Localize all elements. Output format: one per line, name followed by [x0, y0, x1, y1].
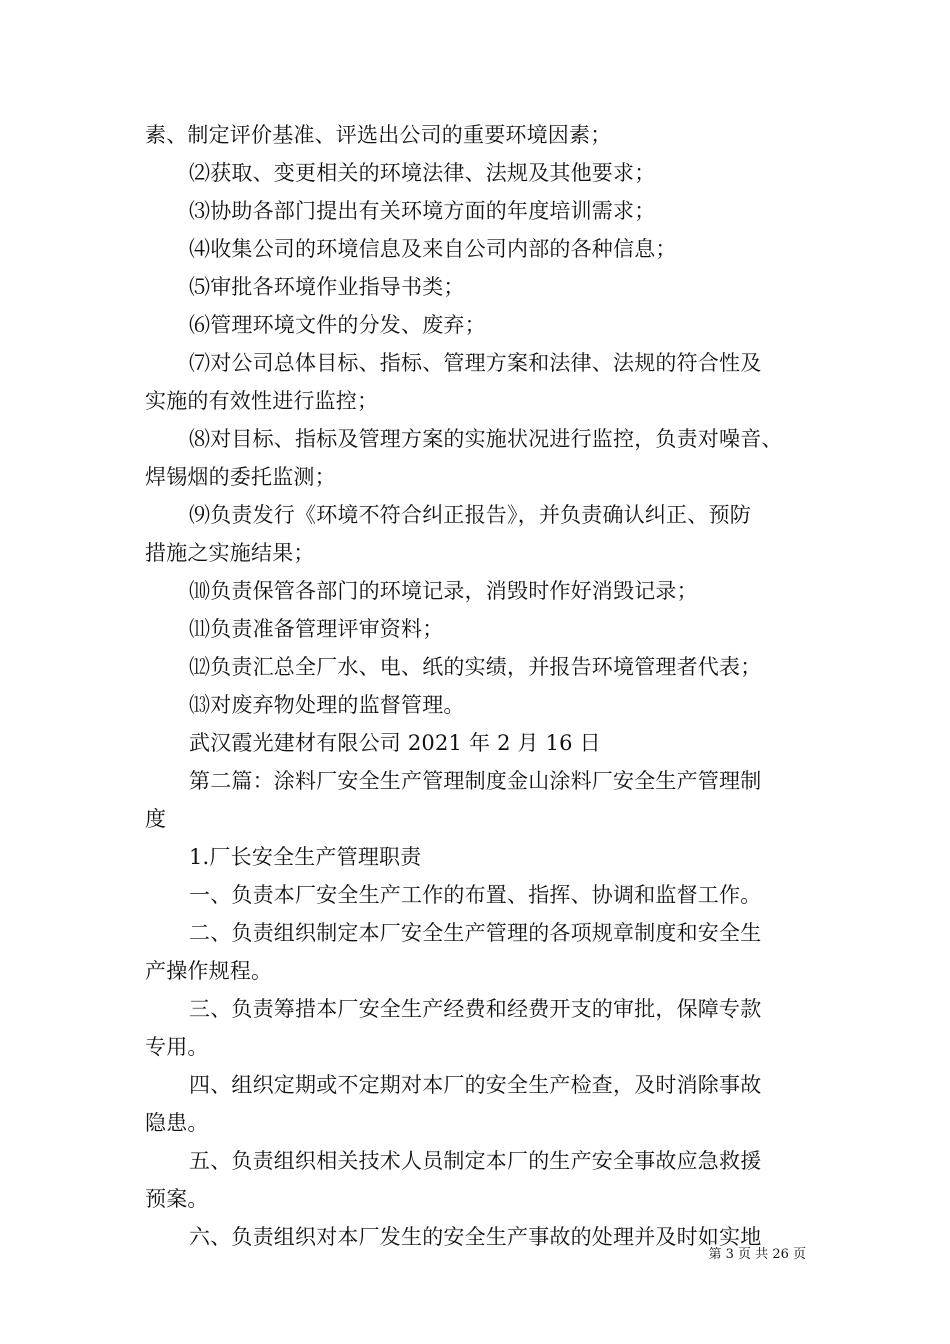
text-line: ⑿负责汇总全厂水、电、纸的实绩，并报告环境管理者代表；: [189, 655, 762, 679]
text-line: ⑸审批各环境作业指导书类；: [189, 275, 465, 299]
text-line: 隐患。: [145, 1111, 209, 1135]
text-line: 预案。: [145, 1187, 209, 1211]
text-line: 六、负责组织对本厂发生的安全生产事故的处理并及时如实地: [189, 1225, 762, 1249]
text-line: 产操作规程。: [145, 959, 273, 983]
section-heading: 第二篇：涂料厂安全生产管理制度金山涂料厂安全生产管理制: [189, 769, 762, 793]
section-heading-continued: 度: [145, 807, 167, 831]
text-line: 五、负责组织相关技术人员制定本厂的生产安全事故应急救援: [189, 1149, 762, 1173]
text-line: 一、负责本厂安全生产工作的布置、指挥、协调和监督工作。: [189, 883, 762, 907]
text-line: 措施之实施结果；: [145, 541, 315, 565]
page-number-footer: 第 3 页 共 26 页: [708, 1247, 806, 1262]
text-line: 四、组织定期或不定期对本厂的安全生产检查，及时消除事故: [189, 1073, 762, 1097]
subsection-heading: 1.厂长安全生产管理职责: [189, 845, 422, 869]
text-line: 二、负责组织制定本厂安全生产管理的各项规章制度和安全生: [189, 921, 762, 945]
text-line: ⑽负责保管各部门的环境记录，消毁时作好消毁记录；: [189, 579, 698, 603]
text-line: ⑷收集公司的环境信息及来自公司内部的各种信息；: [189, 237, 677, 261]
text-line: ⑹管理环境文件的分发、废弃；: [189, 313, 486, 337]
text-line: 专用。: [145, 1035, 209, 1059]
text-line: ⒀对废弃物处理的监督管理。: [189, 693, 465, 717]
text-line: 焊锡烟的委托监测；: [145, 465, 336, 489]
text-line: ⑶协助各部门提出有关环境方面的年度培训需求；: [189, 199, 656, 223]
text-line: 素、制定评价基准、评选出公司的重要环境因素；: [145, 123, 612, 147]
date-signature-line: 武汉霞光建材有限公司 2021 年 2 月 16 日: [189, 731, 601, 755]
text-line: ⑺对公司总体目标、指标、管理方案和法律、法规的符合性及: [189, 351, 762, 375]
text-line: ⑼负责发行《环境不符合纠正报告》，并负责确认纠正、预防: [189, 503, 751, 527]
text-line: ⑵获取、变更相关的环境法律、法规及其他要求；: [189, 161, 656, 185]
text-line: 三、负责筹措本厂安全生产经费和经费开支的审批，保障专款: [189, 997, 762, 1021]
text-line: ⑻对目标、指标及管理方案的实施状况进行监控，负责对噪音、: [189, 427, 783, 451]
text-line: 实施的有效性进行监控；: [145, 389, 379, 413]
text-line: ⑾负责准备管理评审资料；: [189, 617, 444, 641]
